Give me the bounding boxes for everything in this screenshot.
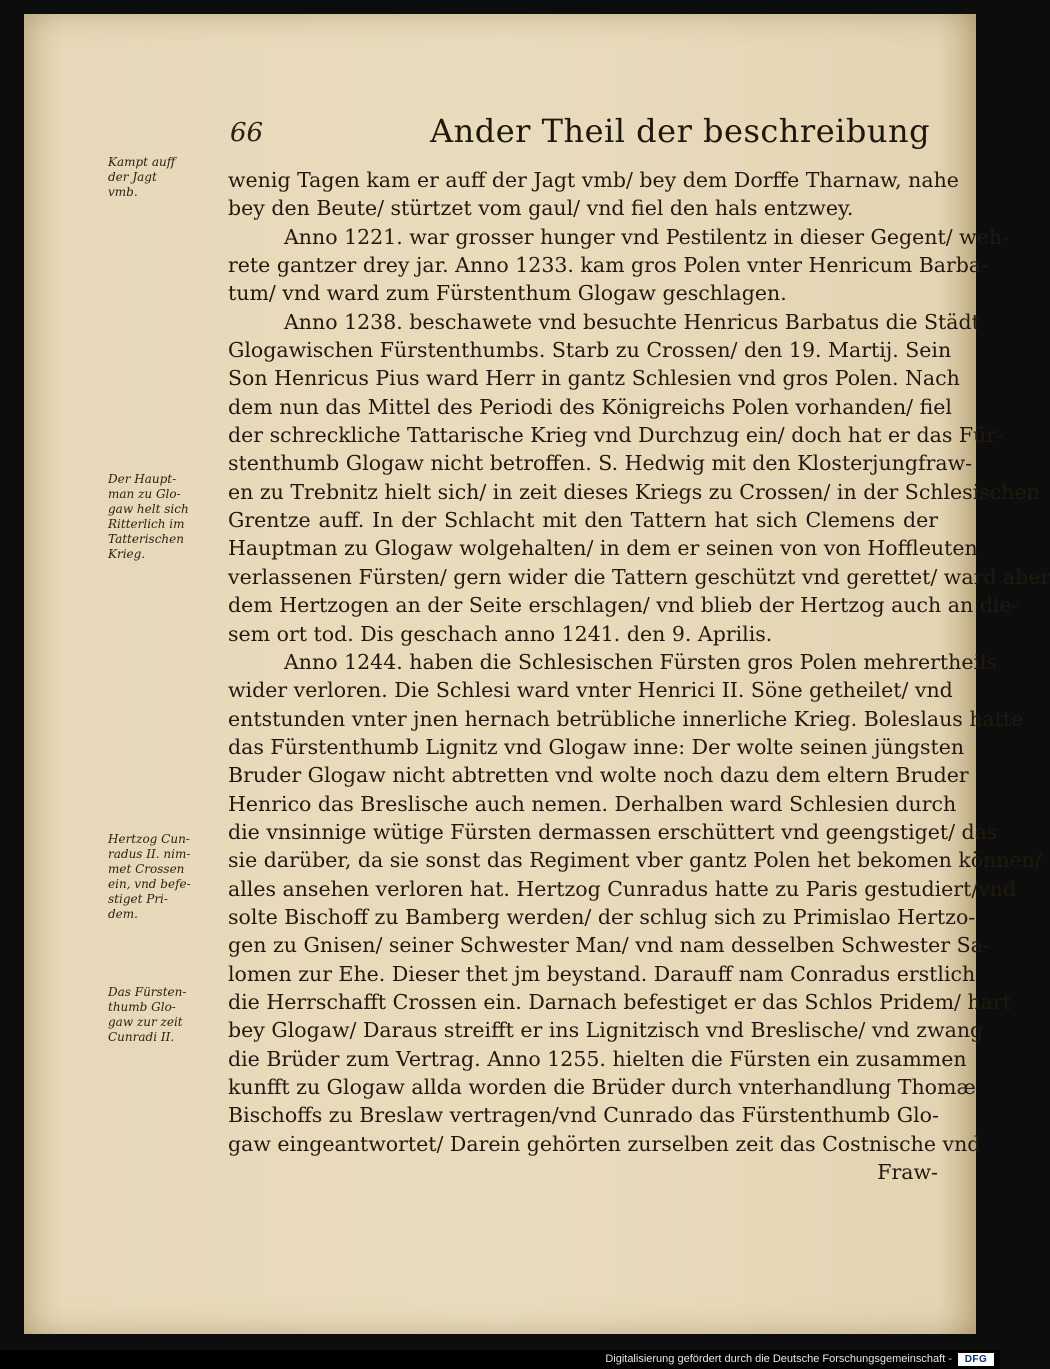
note-line: radus II. nim- xyxy=(108,847,191,861)
text-line: der schreckliche Tattarische Krieg vnd Durchzug ein/ doch hat er das Für- xyxy=(228,423,1004,448)
margin-note-hauptman xyxy=(108,472,220,562)
note-line: thumb Glo- xyxy=(108,1000,176,1014)
note-line: stiget Pri- xyxy=(108,892,168,906)
text-line: alles ansehen verloren hat. Hertzog Cunradus hatte zu Paris gestudiert/vnd xyxy=(228,876,1017,901)
note-line: gaw zur zeit xyxy=(108,1015,183,1029)
margin-note-hunting xyxy=(108,155,220,200)
digitization-footer xyxy=(0,1350,1000,1369)
text-line: rete gantzer drey jar. Anno 1233. kam gros Polen vnter Henricum Barba- xyxy=(228,253,989,278)
note-line: man zu Glo- xyxy=(108,487,181,501)
text-line: entstunden vnter jnen hernach betrübliche innerliche Krieg. Boleslaus hatte xyxy=(228,706,1024,731)
note-line: Tatterischen xyxy=(108,532,184,546)
text-line: Glogawischen Fürstenthumbs. Starb zu Crossen/ den 19. Martij. Sein xyxy=(228,338,952,363)
text-line: bey den Beute/ stürtzet vom gaul/ vnd fiel den hals entzwey. xyxy=(228,196,854,221)
text-line: Bischoffs zu Breslaw vertragen/vnd Cunrado das Fürstenthumb Glo- xyxy=(228,1103,939,1128)
text-line: das Fürstenthumb Lignitz vnd Glogaw inne: Der wolte seinen jüngsten xyxy=(228,734,965,759)
text-line: Son Henricus Pius ward Herr in gantz Schlesien vnd gros Polen. Nach xyxy=(228,366,960,391)
text-line: Grentze auff. In der Schlacht mit den Tattern hat sich Clemens der xyxy=(228,508,938,533)
note-line: Krieg. xyxy=(108,547,146,561)
text-line: sem ort tod. Dis geschach anno 1241. den 9. Aprilis. xyxy=(228,621,773,646)
text-line: sie darüber, da sie sonst das Regiment vber gantz Polen het bekomen können/ xyxy=(228,848,1042,873)
note-line: Cunradi II. xyxy=(108,1030,175,1044)
running-head: Ander Theil der beschreibung xyxy=(430,112,931,150)
page-number: 66 xyxy=(230,118,264,148)
note-line: Kampt auff xyxy=(108,155,176,169)
text-line: Anno 1244. haben die Schlesischen Fürsten gros Polen mehrertheils xyxy=(284,649,998,674)
text-line: die vnsinnige wütige Fürsten dermassen erschüttert vnd geengstiget/ das xyxy=(228,819,998,844)
text-line: lomen zur Ehe. Dieser thet jm beystand. Darauff nam Conradus erstlich xyxy=(228,961,976,986)
text-line: tum/ vnd ward zum Fürstenthum Glogaw geschlagen. xyxy=(228,281,787,306)
text-line: Anno 1238. beschawete vnd besuchte Henricus Barbatus die Städt xyxy=(284,309,980,334)
note-line: gaw helt sich xyxy=(108,502,189,516)
text-line: wider verloren. Die Schlesi ward vnter Henrici II. Söne getheilet/ vnd xyxy=(228,678,953,703)
note-line: dem. xyxy=(108,907,138,921)
text-line: wenig Tagen kam er auff der Jagt vmb/ bey dem Dorffe Tharnaw, nahe xyxy=(228,168,959,192)
text-line: en zu Trebnitz hielt sich/ in zeit dieses Kriegs zu Crossen/ in der Schlesischen xyxy=(228,479,1040,504)
note-line: Ritterlich im xyxy=(108,517,185,531)
main-text-block xyxy=(228,166,1050,1186)
text-line: bey Glogaw/ Daraus streifft er ins Lignitzisch vnd Breslische/ vnd zwang xyxy=(228,1018,984,1043)
text-line: gaw eingeantwortet/ Darein gehörten zurselben zeit das Costnische vnd xyxy=(228,1131,981,1156)
text-line: Bruder Glogaw nicht abtretten vnd wolte noch dazu dem eltern Bruder xyxy=(228,763,969,788)
note-line: Hertzog Cun- xyxy=(108,832,190,846)
text-line: die Brüder zum Vertrag. Anno 1255. hielten die Fürsten ein zusammen xyxy=(228,1046,967,1071)
text-line: dem nun das Mittel des Periodi des Königreichs Polen vorhanden/ fiel xyxy=(228,394,952,419)
margin-note-fuerstenthumb xyxy=(108,985,220,1045)
margin-note-cunradus xyxy=(108,832,220,922)
note-line: Das Fürsten- xyxy=(108,985,187,999)
text-line: gen zu Gnisen/ seiner Schwester Man/ vnd nam desselben Schwester Sa- xyxy=(228,933,990,958)
text-line: die Herrschafft Crossen ein. Darnach befestiget er das Schlos Pridem/ hart xyxy=(228,989,1011,1014)
text-line: stenthumb Glogaw nicht betroffen. S. Hedwig mit den Klosterjungfraw- xyxy=(228,451,973,476)
text-line: Hauptman zu Glogaw wolgehalten/ in dem er seinen von von Hoffleuten xyxy=(228,536,978,561)
note-line: ein, vnd befe- xyxy=(108,877,191,891)
catchword: Fraw- xyxy=(877,1160,938,1185)
text-line: Henrico das Breslische auch nemen. Derhalben ward Schlesien durch xyxy=(228,791,957,816)
text-line: Anno 1221. war grosser hunger vnd Pestilentz in dieser Gegent/ weh- xyxy=(284,224,1009,249)
note-line: vmb. xyxy=(108,185,138,199)
text-line: dem Hertzogen an der Seite erschlagen/ vnd blieb der Hertzog auch an die- xyxy=(228,593,1019,618)
dfg-logo: DFG xyxy=(958,1353,994,1366)
note-line: Der Haupt- xyxy=(108,472,177,486)
note-line: met Crossen xyxy=(108,862,185,876)
text-line: solte Bischoff zu Bamberg werden/ der schlug sich zu Primislao Hertzo- xyxy=(228,904,976,929)
text-line: kunfft zu Glogaw allda worden die Brüder durch vnterhandlung Thomæ xyxy=(228,1075,976,1099)
footer-credit: Digitalisierung gefördert durch die Deutsche Forschungsgemeinschaft - xyxy=(605,1353,952,1365)
text-line: verlassenen Fürsten/ gern wider die Tattern geschützt vnd gerettet/ ward aber xyxy=(228,564,1050,589)
note-line: der Jagt xyxy=(108,170,157,184)
